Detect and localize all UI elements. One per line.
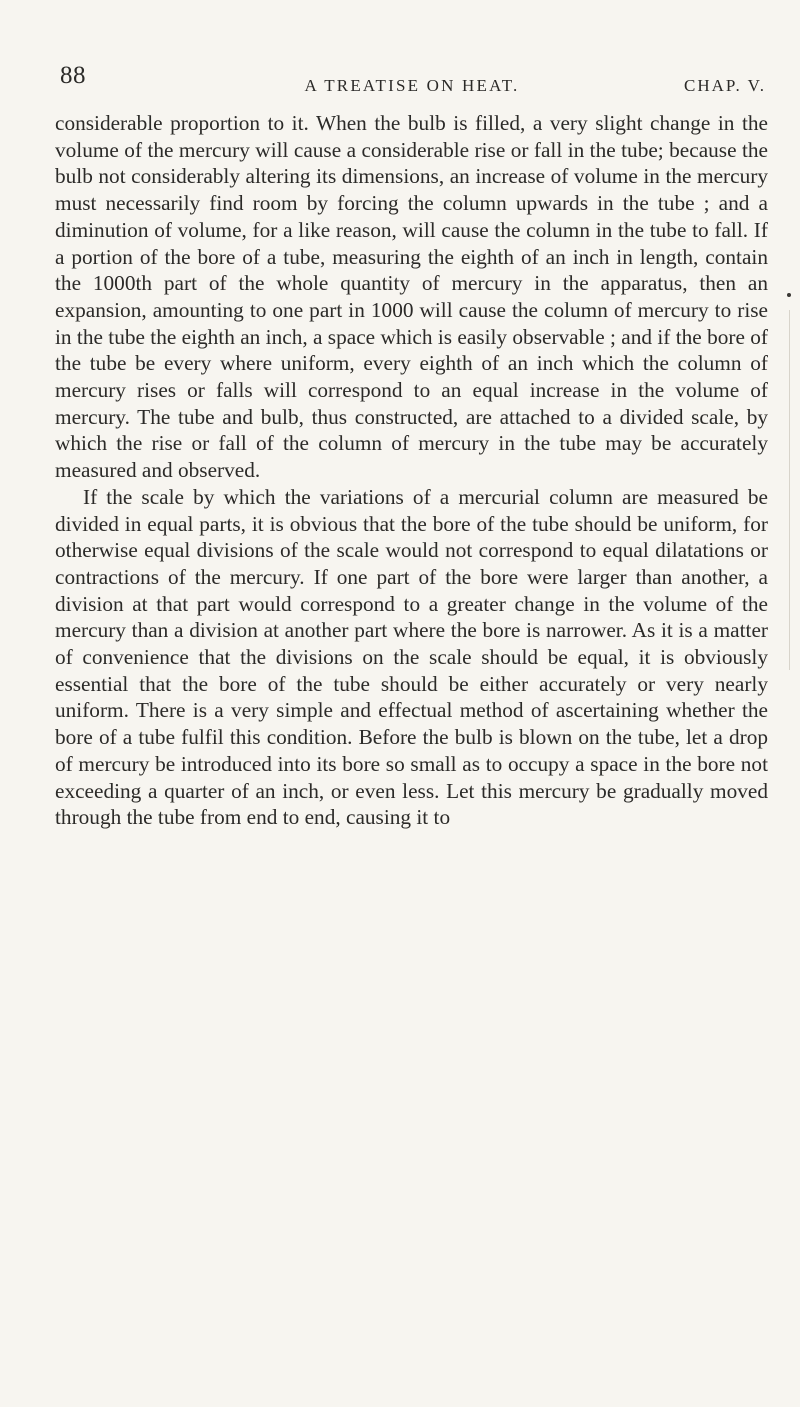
margin-rule xyxy=(789,310,790,670)
chapter-label: CHAP. V. xyxy=(684,76,766,95)
paragraph: If the scale by which the variations of a mercurial column are measured be divided in equal parts, it is obvious that the bore of the tube should be uniform, for otherwise equal divisions of the scale would not correspond to equal dilatations or contractions of the mercury. If one part of the bore were larger than another, a division at that part would correspond to a greater change in the volume of the mercury than a division at another part where the bore is narrower. As it is a matter of convenience that the divisions on the scale should be equal, it is obviously essential that the bore of the tube should be either accurately or very nearly uniform. There is a very simple and effectual method of ascertaining whether the bore of a tube fulfil this condition. Before the bulb is blown on the tube, let a drop of mercury be introduced into its bore so small as to occupy a space in the bore not exceeding a quarter of an inch, or even less. Let this mercury be gradually moved through the tube from end to end, causing it to xyxy=(55,484,768,830)
page-body xyxy=(55,110,768,831)
running-title: A TREATISE ON HEAT. xyxy=(304,76,520,95)
margin-dot xyxy=(787,293,791,297)
page-header xyxy=(56,62,768,102)
paragraph-continued: considerable proportion to it. When the bulb is filled, a very slight change in the volume of the mercury will cause a considerable rise or fall in the tube; because the bulb not considerably altering its dimensions, an increase of volume in the mercury must necessarily find room by forcing the column upwards in the tube ; and a diminution of volume, for a like reason, will cause the column in the tube to fall. If a portion of the bore of a tube, measuring the eighth of an inch in length, contain the 1000th part of the whole quantity of mercury in the apparatus, then an expansion, amounting to one part in 1000 will cause the column of mercury to rise in the tube the eighth an inch, a space which is easily observable ; and if the bore of the tube be every where uniform, every eighth of an inch which the column of mercury rises or falls will correspond to an equal increase in the volume of mercury. The tube and bulb, thus constructed, are attached to a divided scale, by which the rise or fall of the column of mercury in the tube may be accurately measured and observed. xyxy=(55,111,768,483)
page-number: 88 xyxy=(60,62,86,89)
